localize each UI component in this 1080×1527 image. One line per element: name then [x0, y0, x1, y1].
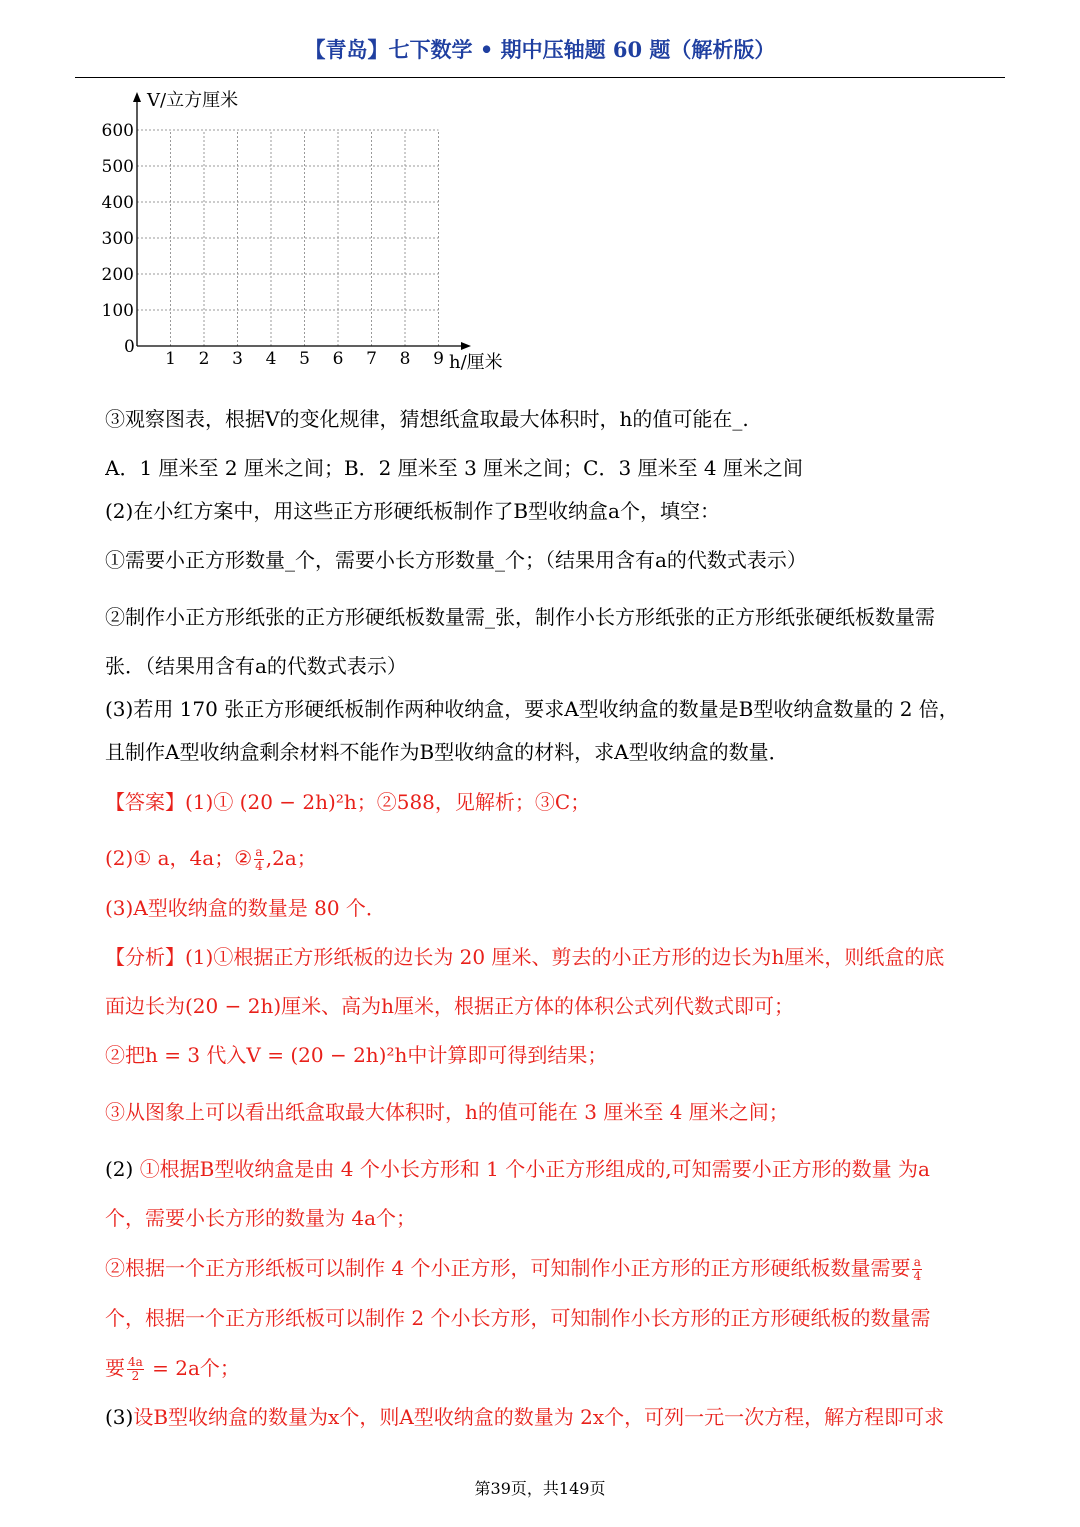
answer-part3: (3)A型收纳盒的数量是 80 个． — [105, 896, 386, 920]
y-tick-label: 100 — [101, 301, 134, 321]
analysis-line7: ②根据一个正方形纸板可以制作 4 个小正方形，可知制作小正方形的正方形硬纸板数量需要 $\frac{a}{4}$ — [105, 1255, 922, 1283]
graph-grid — [137, 130, 439, 346]
analysis-line4: ③从图象上可以看出纸盒取最大体积时，h的值可能在 3 厘米至 4 厘米之间； — [105, 1100, 789, 1124]
part2-q1: ①需要小正方形数量_个，需要小长方形数量_个；（结果用含有a的代数式表示） — [105, 548, 807, 572]
x-tick-label: 7 — [366, 349, 377, 369]
fraction-a-over-4-b: $\frac{a}{4}$ — [913, 1255, 922, 1283]
analysis-line5: (2) ①根据B型收纳盒是由 4 个小长方形和 1 个小正方形组成的,可知需要小正方形的数量 为a — [105, 1157, 930, 1181]
y-tick-label: 600 — [101, 121, 134, 141]
x-tick-label: 8 — [399, 349, 411, 369]
volume-graph — [95, 86, 525, 376]
page-footer: 第39页，共149页 — [474, 1479, 606, 1498]
y-axis-label: V/立方厘米 — [147, 90, 239, 111]
analysis-line9: 要 $\frac{4a}{2}$ = 2a个； — [105, 1355, 240, 1383]
x-tick-label: 1 — [165, 349, 176, 369]
y-tick-label: 200 — [101, 265, 134, 285]
analysis-line6: 个，需要小长方形的数量为 4a个； — [105, 1206, 417, 1230]
y-tick-label: 500 — [101, 157, 134, 177]
part3-line2: 且制作A型收纳盒剩余材料不能作为B型收纳盒的材料，求A型收纳盒的数量． — [105, 740, 789, 764]
page-header: 【青岛】七下数学 • 期中压轴题 60 题（解析版） — [304, 37, 776, 62]
part2-q2-line2: 张．（结果用含有a的代数式表示） — [105, 654, 407, 678]
analysis-line2: 面边长为(20 − 2h)厘米、高为h厘米，根据正方体的体积公式列代数式即可； — [105, 994, 795, 1018]
analysis-label: 【分析】 — [105, 945, 185, 969]
y-tick-label: 300 — [101, 229, 134, 249]
analysis-line3: ②把h = 3 代入V = (20 − 2h)²h中计算即可得到结果； — [105, 1043, 608, 1067]
header-rule — [75, 77, 1005, 78]
x-tick-label: 9 — [433, 349, 444, 369]
answer-line2 — [105, 840, 1010, 876]
x-tick-label: 6 — [332, 349, 344, 369]
fraction-a-over-4: $\frac{a}{4}$ — [255, 845, 263, 873]
x-tick-label: 5 — [299, 349, 310, 369]
answer-line1 — [105, 788, 1010, 816]
answer-label: 【答案】 — [105, 790, 185, 814]
answer-part1: (1)① (20 − 2h)²h；②588，见解析；③C； — [185, 790, 591, 814]
analysis-line1: 【分析】(1)①根据正方形纸板的边长为 20 厘米、剪去的小正方形的边长为h厘米，则纸盒的底 — [105, 945, 945, 969]
q3-options: A．1 厘米至 2 厘米之间；B．2 厘米至 3 厘米之间；C．3 厘米至 4 厘米之间 — [105, 456, 804, 480]
x-axis-label: h/厘米 — [449, 352, 503, 373]
x-tick-label: 2 — [198, 349, 210, 369]
answer-part2-post: ,2a； — [265, 846, 317, 870]
answer-part2-pre: (2)① a，4a；② — [105, 846, 253, 870]
analysis-line8: 个，根据一个正方形纸板可以制作 2 个小长方形，可知制作小长方形的正方形硬纸板的数量需 — [105, 1306, 931, 1330]
y-axis-arrow — [133, 92, 141, 102]
origin-label: 0 — [124, 337, 135, 357]
x-tick-label: 4 — [265, 349, 277, 369]
x-axis-arrow — [461, 342, 471, 350]
q3-prompt: ③观察图表，根据V的变化规律，猜想纸盒取最大体积时，h的值可能在_. — [105, 407, 749, 431]
y-tick-label: 400 — [101, 193, 134, 213]
x-tick-label: 3 — [232, 349, 243, 369]
analysis-line10: (3)设B型收纳盒的数量为x个，则A型收纳盒的数量为 2x个，可列一元一次方程，解方程即可求 — [105, 1405, 945, 1429]
part2-q2-line1: ②制作小正方形纸张的正方形硬纸板数量需_张，制作小长方形纸张的正方形纸张硬纸板数量需 — [105, 605, 935, 629]
part2-intro: (2)在小红方案中，用这些正方形硬纸板制作了B型收纳盒a个，填空： — [105, 499, 720, 523]
fraction-4a-over-2: $\frac{4a}{2}$ — [128, 1355, 143, 1383]
part3-line1: (3)若用 170 张正方形硬纸板制作两种收纳盒，要求A型收纳盒的数量是B型收纳盒数量的 2 倍， — [105, 697, 959, 721]
